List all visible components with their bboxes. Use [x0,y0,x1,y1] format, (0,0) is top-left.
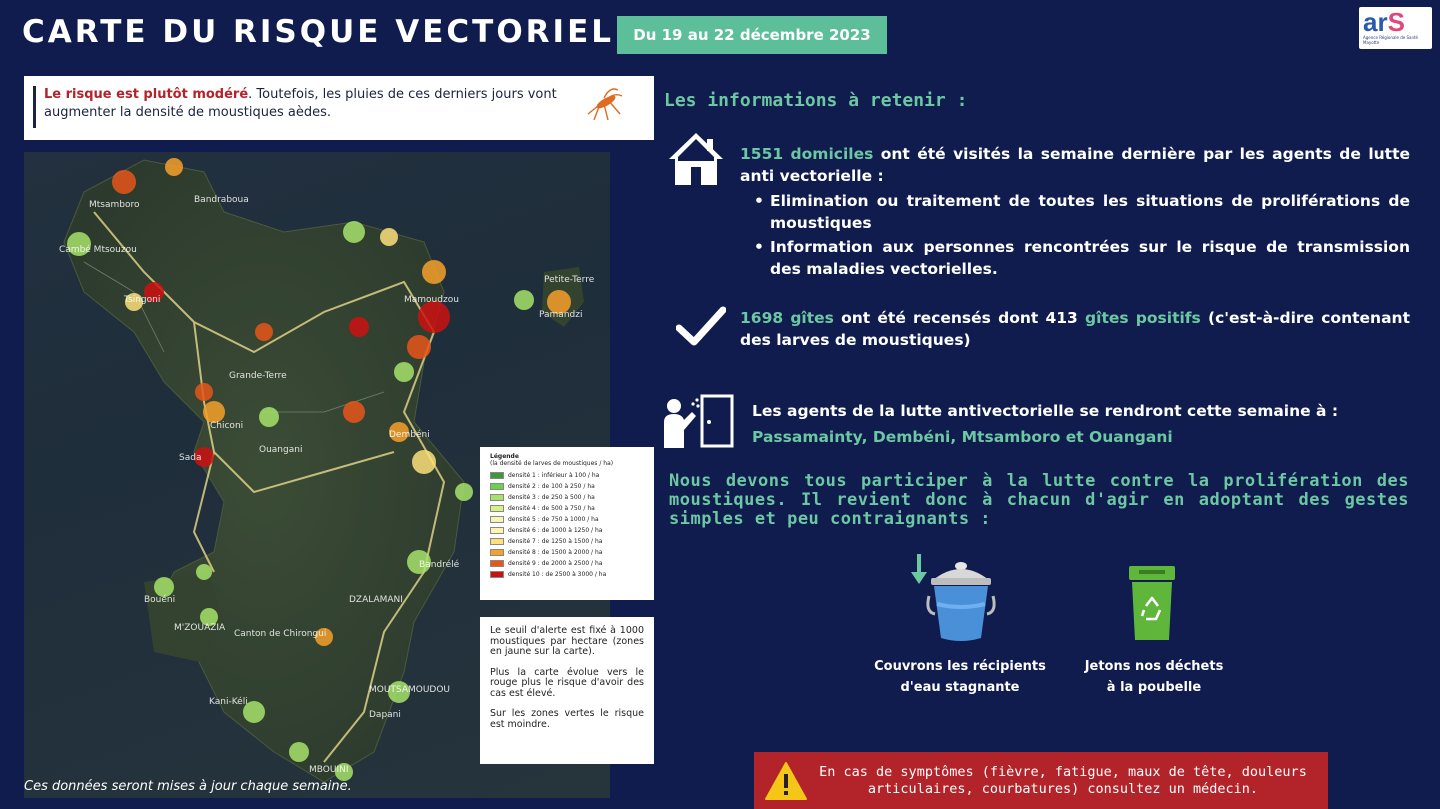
svg-text:Chiconi: Chiconi [210,421,244,431]
legend-swatch [490,483,504,490]
svg-text:M'ZOUAZIA: M'ZOUAZIA [174,623,226,633]
visits-text: ont été visités la semaine dernière par les agents de lutte anti vectorielle : [740,145,1410,185]
risk-level: Le risque est plutôt modéré [44,87,249,102]
svg-text:Kani-Kéli: Kani-Kéli [209,697,248,707]
svg-text:Bouéni: Bouéni [144,595,176,605]
svg-text:Grande-Terre: Grande-Terre [229,371,287,381]
covered-bucket-icon [907,552,997,644]
legend-label: densité 5 : de 750 à 1000 / ha [508,516,599,523]
svg-text:Tsingoni: Tsingoni [124,295,161,305]
svg-text:Dembéni: Dembéni [389,430,430,440]
agents-block [752,400,1412,448]
mosquito-icon [584,84,624,124]
legend-swatch [490,549,504,556]
green-zone-text: Sur les zones vertes le risque est moindre. [490,708,644,730]
agents-text: Les agents de la lutte antivectorielle se rendront cette semaine à : [752,402,1339,420]
svg-text:MBOUINI: MBOUINI [309,765,349,775]
symptoms-alert [754,752,1328,809]
legend-title: Légende [490,453,519,460]
svg-text:Dapani: Dapani [369,710,401,720]
legend-label: densité 4 : de 500 à 750 / ha [508,505,595,512]
ars-logo: arS Agence Régionale de Santé Mayotte [1359,7,1432,49]
svg-text:Sada: Sada [179,453,202,463]
gites-count: 1698 gîtes [740,309,834,327]
svg-text:Bandraboua: Bandraboua [194,195,249,205]
legend-item [490,503,644,514]
recycling-bin-icon [1127,564,1177,642]
legend-swatch [490,571,504,578]
legend-label: densité 2 : de 100 à 250 / ha [508,483,595,490]
legend-item [490,558,644,569]
svg-text:Mtsamboro: Mtsamboro [89,200,140,210]
legend-swatch [490,516,504,523]
legend-item [490,536,644,547]
house-icon [667,131,725,187]
legend-label: densité 9 : de 2000 à 2500 / ha [508,560,603,567]
legend-swatch [490,505,504,512]
color-scale-text: Plus la carte évolue vers le rouge plus le risque d'avoir des cas est élevé. [490,666,644,699]
legend-item [490,525,644,536]
svg-text:Mamoudzou: Mamoudzou [404,295,459,305]
warning-icon [764,761,808,801]
legend-swatch [490,527,504,534]
legend-label: densité 3 : de 250 à 500 / ha [508,494,595,501]
checkmark-icon [676,306,726,346]
legend-label: densité 7 : de 1250 à 1500 / ha [508,538,603,545]
map-legend [480,447,654,600]
svg-text:Cambé Mtsouzou: Cambé Mtsouzou [59,245,137,255]
legend-item [490,547,644,558]
legend-swatch [490,472,504,479]
legend-subtitle: (la densité de larves de moustiques / ha) [490,460,614,467]
gesture-bin-label: Jetons nos déchets à la poubelle [1084,659,1224,695]
legend-swatch [490,538,504,545]
legend-item [490,514,644,525]
legend-item [490,481,644,492]
threshold-text: Le seuil d'alerte est fixé à 1000 moustiques par hectare (zones en jaune sur la carte). [490,625,644,657]
svg-text:Petite-Terre: Petite-Terre [544,275,595,285]
legend-swatch [490,494,504,501]
gesture-cover-label: Couvrons les récipients d'eau stagnante [874,659,1046,695]
alert-threshold-note [480,617,654,764]
svg-text:MOUTSAMOUDOU: MOUTSAMOUDOU [369,685,451,695]
update-footnote: Ces données seront mises à jour chaque semaine. [24,779,352,794]
svg-text:DZALAMANI: DZALAMANI [349,595,403,605]
gites-block: 1698 gîtes ont été recensés dont 413 gîtes positifs (c'est-à-dire contenant des larves de moustiques) [740,309,1410,349]
legend-label: densité 1 : inférieur à 100 / ha [508,472,600,479]
gites-positive: gîtes positifs [1085,309,1201,327]
svg-text:Ouangani: Ouangani [259,445,303,455]
svg-text:Pamandzi: Pamandzi [539,310,583,320]
visits-count: 1551 domiciles [740,145,874,163]
svg-text:Bandrélé: Bandrélé [419,560,460,570]
legend-item [490,569,644,580]
legend-label: densité 6 : de 1000 à 1250 / ha [508,527,603,534]
legend-swatch [490,560,504,567]
visits-bullet-2: • Information aux personnes rencontrées sur le risque de transmission des maladies vectorielles. [752,236,1410,280]
alert-text: En cas de symptômes (fièvre, fatigue, maux de tête, douleurs articulaires, courbatures) consultez un médecin. [819,763,1307,797]
legend-label: densité 8 : de 1500 à 2000 / ha [508,549,603,556]
svg-text:Canton de Chirongui: Canton de Chirongui [234,629,327,639]
info-title: Les informations à retenir : [664,90,968,111]
date-badge: Du 19 au 22 décembre 2023 [617,16,887,54]
legend-label: densité 10 : de 2500 à 3000 / ha [508,571,607,578]
risk-detail: . Toutefois, les pluies de ces derniers jours vont augmenter la densité de moustiques aèdes. [44,87,557,120]
legend-item [490,470,644,481]
risk-summary-box [24,76,654,140]
visits-block [740,143,1410,280]
visits-bullet-1: • Elimination ou traitement de toutes les situations de proliférations de moustiques [752,190,1410,234]
call-to-action: Nous devons tous participer à la lutte contre la prolifération des moustiques. Il revient donc à chacun d'agir en adoptant des gestes simples et peu contraignants : [669,471,1409,529]
agents-places: Passamainty, Dembéni, Mtsamboro et Ouangani [752,428,1173,446]
page-title: CARTE DU RISQUE VECTORIEL [22,14,615,50]
agent-door-icon [662,394,736,450]
legend-item [490,492,644,503]
